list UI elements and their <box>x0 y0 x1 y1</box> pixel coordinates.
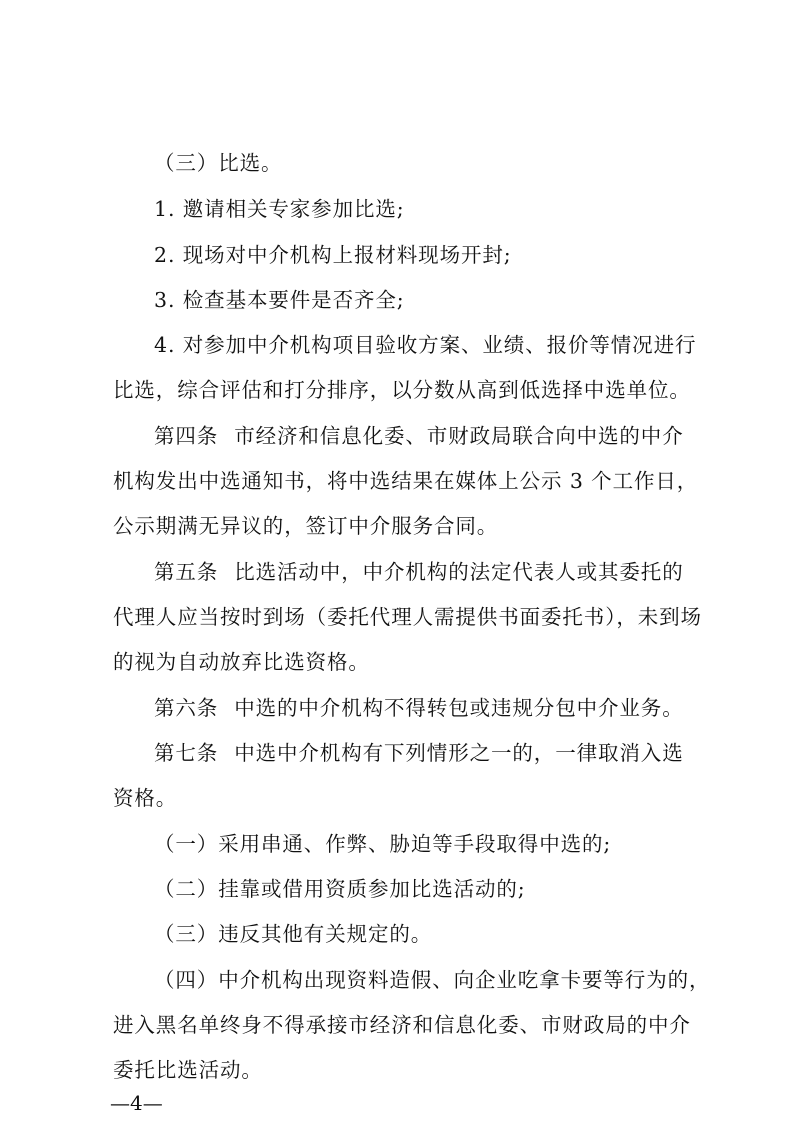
paragraph-text: 的视为自动放弃比选资格。 <box>113 650 370 674</box>
paragraph-text: 比选活动中，中介机构的法定代表人或其委托的 <box>234 560 684 584</box>
condition-one <box>154 825 703 863</box>
paragraph-text: 委托比选活动。 <box>113 1058 263 1082</box>
article-label: 第七条 <box>154 741 219 765</box>
page-number: —4— <box>110 1091 163 1115</box>
paragraph-text: 代理人应当按时到场（委托代理人需提供书面委托书），未到场 <box>113 605 702 629</box>
paragraph-text: 市经济和信息化委、市财政局联合向中选的中介 <box>234 424 684 448</box>
list-item-3 <box>154 281 703 319</box>
paragraph-text: 机构发出中选通知书，将中选结果在媒体上公示 3 个工作日， <box>113 469 699 493</box>
article-four-line-2 <box>113 462 703 500</box>
article-seven-line-1 <box>154 734 703 772</box>
article-label: 第六条 <box>154 696 219 720</box>
article-four-line-3 <box>113 507 703 545</box>
article-label: 第四条 <box>154 424 219 448</box>
list-item-4-line-2 <box>113 371 703 409</box>
condition-two <box>154 870 703 908</box>
list-item-1 <box>154 190 703 228</box>
paragraph-text: 公示期满无异议的，签订中介服务合同。 <box>113 514 499 538</box>
article-five-line-3 <box>113 643 703 681</box>
paragraph-text: （一）采用串通、作弊、胁迫等手段取得中选的; <box>154 832 612 856</box>
article-five-line-1 <box>154 553 703 591</box>
paragraph-text: （二）挂靠或借用资质参加比选活动的; <box>154 877 526 901</box>
article-six <box>154 689 703 727</box>
paragraph-text: （三）比选。 <box>154 151 283 175</box>
paragraph-text: 1. 邀请相关专家参加比选; <box>154 197 405 221</box>
paragraph-text: （四）中介机构出现资料造假、向企业吃拿卡要等行为的， <box>154 968 711 992</box>
paragraph-text: 中选中介机构有下列情形之一的，一律取消入选 <box>234 741 684 765</box>
paragraph-text: 2. 现场对中介机构上报材料现场开封; <box>154 243 512 267</box>
paragraph-text: 资格。 <box>113 786 178 810</box>
paragraph-text: 4. 对参加中介机构项目验收方案、业绩、报价等情况进行 <box>154 333 697 357</box>
condition-four-line-2 <box>113 1006 703 1044</box>
article-five-line-2 <box>113 598 703 636</box>
condition-four-line-3 <box>113 1051 703 1089</box>
list-item-4-line-1 <box>154 326 703 364</box>
paragraph-text: 中选的中介机构不得转包或违规分包中介业务。 <box>234 696 684 720</box>
condition-three <box>154 915 703 953</box>
paragraph-text: （三）违反其他有关规定的。 <box>154 922 433 946</box>
list-item-2 <box>154 236 703 274</box>
article-seven-line-2 <box>113 779 703 817</box>
paragraph-text: 3. 检查基本要件是否齐全; <box>154 288 405 312</box>
section-three-selection <box>154 144 703 182</box>
article-label: 第五条 <box>154 560 219 584</box>
paragraph-text: 比选，综合评估和打分排序，以分数从高到低选择中选单位。 <box>113 378 691 402</box>
paragraph-text: 进入黑名单终身不得承接市经济和信息化委、市财政局的中介 <box>113 1013 691 1037</box>
condition-four-line-1 <box>154 961 711 999</box>
article-four-line-1 <box>154 417 703 455</box>
